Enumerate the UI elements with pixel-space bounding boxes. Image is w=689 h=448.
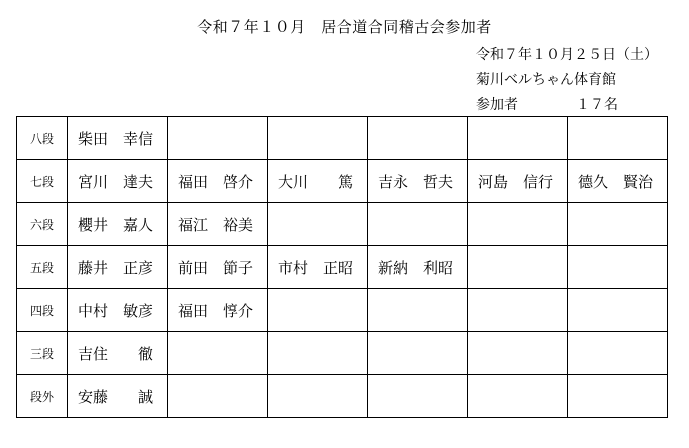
participant-name-cell: 宮川 達夫 bbox=[68, 160, 168, 203]
participant-name-cell bbox=[468, 203, 568, 246]
rank-cell: 六段 bbox=[17, 203, 68, 246]
table-row bbox=[17, 160, 668, 203]
participant-name-cell bbox=[468, 375, 568, 418]
participant-name-cell: 河島 信行 bbox=[468, 160, 568, 203]
table-row bbox=[17, 117, 668, 160]
participant-name-cell bbox=[368, 203, 468, 246]
participant-name-cell: 大川 篤 bbox=[268, 160, 368, 203]
participant-name-cell bbox=[568, 289, 668, 332]
participant-name-cell: 櫻井 嘉人 bbox=[68, 203, 168, 246]
participant-name-cell bbox=[468, 117, 568, 160]
participant-name-cell: 安藤 誠 bbox=[68, 375, 168, 418]
table-row bbox=[17, 332, 668, 375]
participant-count-label: 参加者 bbox=[476, 97, 518, 113]
participant-name-cell bbox=[268, 117, 368, 160]
participant-name-cell: 新納 利昭 bbox=[368, 246, 468, 289]
table-row bbox=[17, 203, 668, 246]
event-date: 令和７年１０月２５日（土） bbox=[476, 47, 658, 63]
participant-name-cell: 藤井 正彦 bbox=[68, 246, 168, 289]
participant-name-cell bbox=[568, 332, 668, 375]
participant-name-cell: 福江 裕美 bbox=[168, 203, 268, 246]
rank-cell: 七段 bbox=[17, 160, 68, 203]
participant-name-cell bbox=[268, 289, 368, 332]
participant-name-cell: 吉住 徹 bbox=[68, 332, 168, 375]
participant-count-value: １７名 bbox=[576, 97, 618, 113]
table-row bbox=[17, 289, 668, 332]
participant-name-cell bbox=[168, 117, 268, 160]
participant-roster-table bbox=[16, 116, 668, 418]
participant-name-cell: 前田 節子 bbox=[168, 246, 268, 289]
participant-name-cell bbox=[468, 246, 568, 289]
rank-cell: 三段 bbox=[17, 332, 68, 375]
participant-name-cell bbox=[468, 289, 568, 332]
participant-name-cell bbox=[568, 375, 668, 418]
participant-name-cell: 德久 賢治 bbox=[568, 160, 668, 203]
participant-name-cell bbox=[268, 332, 368, 375]
participant-name-cell: 市村 正昭 bbox=[268, 246, 368, 289]
rank-cell: 五段 bbox=[17, 246, 68, 289]
participant-name-cell: 中村 敏彦 bbox=[68, 289, 168, 332]
participant-name-cell bbox=[368, 117, 468, 160]
participant-name-cell bbox=[268, 375, 368, 418]
rank-cell: 四段 bbox=[17, 289, 68, 332]
rank-cell: 八段 bbox=[17, 117, 68, 160]
participant-name-cell: 吉永 哲夫 bbox=[368, 160, 468, 203]
participant-name-cell bbox=[268, 203, 368, 246]
table-row bbox=[17, 375, 668, 418]
participant-name-cell bbox=[168, 332, 268, 375]
document-title: 令和７年１０月 居合道合同稽古会参加者 bbox=[197, 18, 492, 36]
participant-name-cell bbox=[568, 117, 668, 160]
participant-name-cell: 福田 啓介 bbox=[168, 160, 268, 203]
event-venue: 菊川ベルちゃん体育館 bbox=[476, 72, 616, 88]
participant-name-cell bbox=[568, 246, 668, 289]
table-row bbox=[17, 246, 668, 289]
participant-name-cell: 柴田 幸信 bbox=[68, 117, 168, 160]
participant-count-line bbox=[476, 94, 618, 114]
participant-name-cell bbox=[568, 203, 668, 246]
participant-name-cell bbox=[468, 332, 568, 375]
participant-name-cell bbox=[368, 289, 468, 332]
participant-name-cell bbox=[368, 375, 468, 418]
participant-name-cell bbox=[168, 375, 268, 418]
rank-cell: 段外 bbox=[17, 375, 68, 418]
participant-name-cell bbox=[368, 332, 468, 375]
participant-name-cell: 福田 惇介 bbox=[168, 289, 268, 332]
